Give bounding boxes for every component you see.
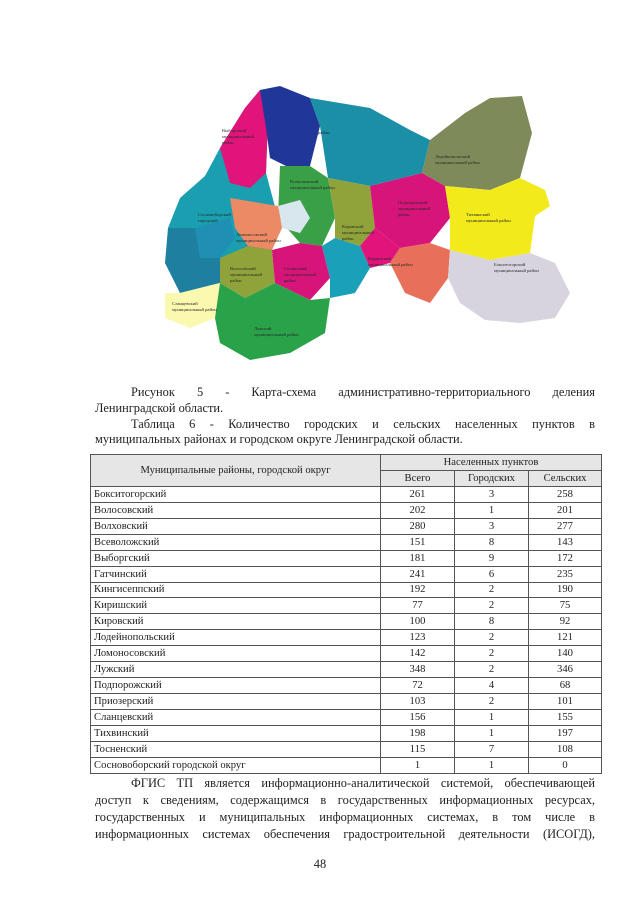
svg-text:муниципальный — [342, 230, 375, 235]
svg-text:Гатчинский — [284, 266, 307, 271]
map-label-vsevolozhsky-2: муниципальный район — [290, 185, 335, 190]
cell-total: 100 — [381, 614, 455, 630]
table-row — [91, 598, 602, 614]
cell-name: Волосовский — [91, 502, 381, 518]
map-label-gatchinsky-1: Гатчинский — [284, 266, 307, 271]
svg-text:Лодейнопольский — [435, 154, 471, 159]
body-text-line-1: ФГИС ТП является информационно-аналитической системой, обеспечивающей — [131, 776, 595, 790]
map-label-volosovsky-2: муниципальный — [230, 272, 262, 277]
cell-rural: 201 — [529, 502, 602, 518]
map-label-kirovsky-1: Кировский — [342, 224, 364, 229]
settlements-table — [90, 454, 602, 774]
table-row — [91, 646, 602, 662]
svg-text:муниципальный район — [254, 332, 299, 337]
svg-text:Сосновоборский — [198, 212, 231, 217]
cell-urban: 8 — [455, 614, 529, 630]
cell-total: 181 — [381, 550, 455, 566]
svg-text:Лужский — [254, 326, 272, 331]
cell-rural: 277 — [529, 518, 602, 534]
svg-text:район — [318, 130, 330, 135]
table-row — [91, 694, 602, 710]
svg-text:муниципальный район — [435, 160, 480, 165]
cell-total: 103 — [381, 694, 455, 710]
map-label-tikhvinsky-2: муниципальный район — [466, 218, 511, 223]
cell-rural: 197 — [529, 725, 602, 741]
cell-name: Сосновоборский городской округ — [91, 757, 381, 773]
svg-text:Волосовский — [230, 266, 256, 271]
cell-name: Лодейнопольский — [91, 630, 381, 646]
svg-text:Всеволожский — [290, 179, 319, 184]
cell-rural: 68 — [529, 678, 602, 694]
table-row — [91, 662, 602, 678]
map-label-luzhsky-1: Лужский — [254, 326, 272, 331]
map-label-vsevolozhsky-1: Всеволожский — [290, 179, 319, 184]
cell-total: 72 — [381, 678, 455, 694]
table-row — [91, 614, 602, 630]
header-settlements: Населенных пунктов — [381, 455, 602, 471]
svg-text:городской — [198, 218, 218, 223]
body-text-line-3: государственных и муниципальных информационных системах, в том числе в — [95, 810, 595, 824]
cell-rural: 101 — [529, 694, 602, 710]
map-region-lodeynopolsky — [422, 96, 532, 190]
body-text-line-4: информационных системах обеспечения градостроительной деятельности (ИСОГД), — [95, 827, 595, 841]
cell-name: Выборгский — [91, 550, 381, 566]
map-label-podporozhsky-1: Подпорожский — [398, 200, 428, 205]
cell-urban: 2 — [455, 630, 529, 646]
cell-urban: 7 — [455, 741, 529, 757]
svg-text:муниципальный район — [236, 238, 281, 243]
svg-text:район — [222, 140, 234, 145]
cell-rural: 143 — [529, 534, 602, 550]
map-label-lodeynopolsky-2: муниципальный район — [435, 160, 480, 165]
cell-name: Тосненский — [91, 741, 381, 757]
table-row — [91, 502, 602, 518]
cell-urban: 1 — [455, 725, 529, 741]
map-region-volkhovsky — [390, 243, 450, 303]
cell-total: 348 — [381, 662, 455, 678]
map-label-kirovsky-3: район — [342, 236, 354, 241]
svg-text:район — [342, 236, 354, 241]
cell-total: 241 — [381, 566, 455, 582]
map-region-ladoga — [310, 98, 430, 186]
table-row — [91, 741, 602, 757]
cell-total: 280 — [381, 518, 455, 534]
svg-text:муниципальный район — [172, 307, 217, 312]
cell-rural: 190 — [529, 582, 602, 598]
cell-total: 151 — [381, 534, 455, 550]
cell-rural: 121 — [529, 630, 602, 646]
cell-urban: 9 — [455, 550, 529, 566]
cell-rural: 0 — [529, 757, 602, 773]
svg-text:Сланцевский — [172, 301, 198, 306]
cell-name: Подпорожский — [91, 678, 381, 694]
table-row — [91, 725, 602, 741]
map-label-volosovsky-1: Волосовский — [230, 266, 256, 271]
body-text-line-2: доступ к сведениям, содержащимся в государственных информационных ресурсах, — [95, 793, 595, 807]
cell-rural: 235 — [529, 566, 602, 582]
page-number: 48 — [313, 857, 327, 871]
map-label-boksitogorsky-2: муниципальный район — [494, 268, 539, 273]
cell-name: Кировский — [91, 614, 381, 630]
figure-caption-line-2: Ленинградской области. — [95, 401, 224, 415]
cell-total: 202 — [381, 502, 455, 518]
svg-text:район — [398, 212, 410, 217]
table-row — [91, 534, 602, 550]
map-label-lodeynopolsky-1: Лодейнопольский — [435, 154, 471, 159]
svg-text:муниципальный — [222, 134, 255, 139]
table-row — [91, 710, 602, 726]
header-total: Всего — [381, 470, 455, 486]
svg-text:муниципальный район — [290, 185, 335, 190]
svg-text:муниципальный — [284, 272, 317, 277]
header-rural: Сельских — [529, 470, 602, 486]
map-label-boksitogorsky-1: Бокситогорский — [494, 262, 526, 267]
cell-name: Бокситогорский — [91, 486, 381, 502]
cell-total: 142 — [381, 646, 455, 662]
cell-rural: 172 — [529, 550, 602, 566]
map-label-lomonosovsky-1: Ломоносовский — [236, 232, 267, 237]
cell-name: Лужский — [91, 662, 381, 678]
cell-total: 192 — [381, 582, 455, 598]
table-row — [91, 550, 602, 566]
cell-rural: 140 — [529, 646, 602, 662]
map-label-luzhsky-2: муниципальный район — [254, 332, 299, 337]
cell-name: Тихвинский — [91, 725, 381, 741]
table-body — [91, 486, 602, 773]
map-label-lomonosovsky-2: муниципальный район — [236, 238, 281, 243]
svg-text:Тихвинский — [466, 212, 490, 217]
cell-urban: 1 — [455, 502, 529, 518]
cell-urban: 2 — [455, 646, 529, 662]
map-label-vyborgsky-2: муниципальный — [222, 134, 254, 139]
table-row — [91, 566, 602, 582]
table-row — [91, 630, 602, 646]
cell-urban: 1 — [455, 757, 529, 773]
svg-text:Бокситогорский — [494, 262, 526, 267]
cell-name: Кингисеппский — [91, 582, 381, 598]
svg-text:Подпорожский — [398, 200, 428, 205]
cell-urban: 2 — [455, 598, 529, 614]
cell-name: Волховский — [91, 518, 381, 534]
cell-total: 156 — [381, 710, 455, 726]
map-label-kirishsky-2: муниципальный район — [368, 262, 413, 267]
cell-urban: 6 — [455, 566, 529, 582]
cell-rural: 258 — [529, 486, 602, 502]
cell-rural: 75 — [529, 598, 602, 614]
map-label-slantsevsky-2: муниципальный район — [172, 307, 217, 312]
svg-text:муниципальный — [230, 272, 263, 277]
map-label-podporozhsky-2: муниципальный — [398, 206, 430, 211]
map-label-podporozhsky-3: район — [398, 212, 410, 217]
header-urban: Городских — [455, 470, 529, 486]
cell-total: 261 — [381, 486, 455, 502]
table-caption-line-1: Таблица 6 - Количество городских и сельских населенных пунктов в — [131, 417, 595, 431]
svg-text:муниципальный — [398, 206, 431, 211]
table-row — [91, 757, 602, 773]
map-label-sosnovoborsky-1: Сосновоборский — [198, 212, 231, 217]
cell-rural: 108 — [529, 741, 602, 757]
cell-total: 77 — [381, 598, 455, 614]
cell-rural: 92 — [529, 614, 602, 630]
svg-text:Ломоносовский — [236, 232, 267, 237]
map-label-volosovsky-3: район — [230, 278, 242, 283]
map-label-vyborgsky-1: Выборгский — [222, 128, 247, 133]
map-label-gatchinsky-2: муниципальный — [284, 272, 316, 277]
table-row — [91, 678, 602, 694]
cell-rural: 346 — [529, 662, 602, 678]
cell-urban: 2 — [455, 662, 529, 678]
svg-text:Выборгский — [222, 128, 247, 133]
cell-name: Гатчинский — [91, 566, 381, 582]
cell-name: Приозерский — [91, 694, 381, 710]
cell-total: 123 — [381, 630, 455, 646]
svg-text:муниципальный район — [494, 268, 539, 273]
map-label-vyborgsky-3: район — [222, 140, 234, 145]
svg-text:район — [284, 278, 296, 283]
map-region-boksitogorsky — [448, 250, 570, 323]
figure-caption-line-1: Рисунок 5 - Карта-схема административно-территориального деления — [131, 385, 595, 399]
cell-name: Всеволожский — [91, 534, 381, 550]
cell-urban: 1 — [455, 710, 529, 726]
svg-text:муниципальный район — [466, 218, 511, 223]
cell-urban: 4 — [455, 678, 529, 694]
header-district: Муниципальные районы, городской округ — [91, 455, 381, 487]
map-label-kirishsky-1: Киришский — [368, 256, 392, 261]
map-label-tikhvinsky-1: Тихвинский — [466, 212, 490, 217]
cell-name: Ломоносовский — [91, 646, 381, 662]
cell-urban: 3 — [455, 486, 529, 502]
cell-rural: 155 — [529, 710, 602, 726]
region-map — [160, 78, 580, 368]
cell-urban: 3 — [455, 518, 529, 534]
cell-total: 1 — [381, 757, 455, 773]
cell-total: 115 — [381, 741, 455, 757]
cell-urban: 2 — [455, 694, 529, 710]
map-label-gatchinsky-3: район — [284, 278, 296, 283]
svg-text:муниципальный район — [368, 262, 413, 267]
map-label-kirovsky-2: муниципальный — [342, 230, 374, 235]
cell-name: Сланцевский — [91, 710, 381, 726]
map-label-slantsevsky-1: Сланцевский — [172, 301, 198, 306]
map-label-sosnovoborsky-2: городской — [198, 218, 218, 223]
svg-text:район — [230, 278, 242, 283]
cell-urban: 2 — [455, 582, 529, 598]
cell-total: 198 — [381, 725, 455, 741]
map-label-priozersky: район — [318, 130, 330, 135]
svg-text:Кировский — [342, 224, 364, 229]
svg-text:Киришский — [368, 256, 392, 261]
table-row — [91, 582, 602, 598]
table-row — [91, 518, 602, 534]
table-caption-line-2: муниципальных районах и городском округе Ленинградской области. — [95, 432, 463, 446]
cell-name: Киришский — [91, 598, 381, 614]
cell-urban: 8 — [455, 534, 529, 550]
table-row — [91, 486, 602, 502]
